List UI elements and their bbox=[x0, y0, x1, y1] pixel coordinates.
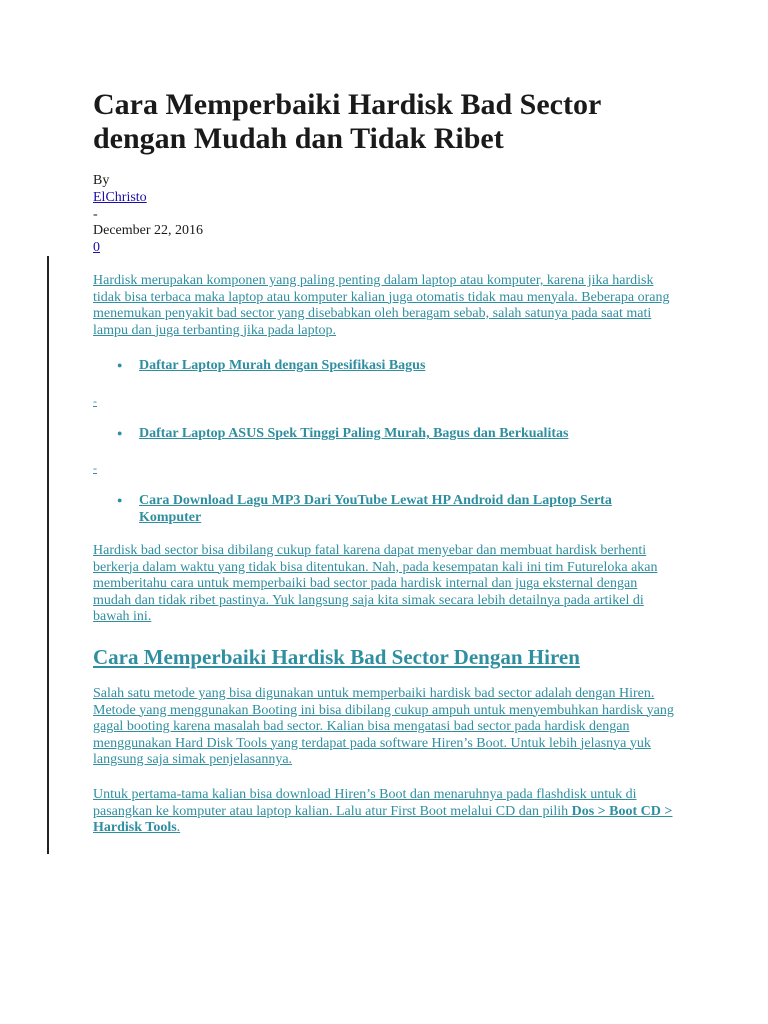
body-paragraph[interactable]: Hardisk bad sector bisa dibilang cukup fatal karena dapat menyebar dan membuat hardisk berhenti berkerja dalam waktu yang tidak bisa ditentukan. Nah, pada kesempatan kali ini tim Futureloka akan memberitahu cara untuk memperbaiki bad sector pada hardisk internal dan juga eksternal dengan mudah dan tidak ribet pastinya. Yuk langsung saja kita simak secara lebih detailnya pada artikel di bawah ini. bbox=[93, 543, 658, 624]
related-item[interactable] bbox=[117, 425, 677, 442]
bullet-icon: ● bbox=[117, 428, 123, 438]
related-item[interactable] bbox=[117, 357, 677, 374]
related-link[interactable]: Daftar Laptop ASUS Spek Tinggi Paling Murah, Bagus dan Berkualitas bbox=[139, 426, 569, 441]
intro-paragraph[interactable]: Hardisk merupakan komponen yang paling penting dalam laptop atau komputer, karena jika hardisk tidak bisa terbaca maka laptop atau komputer kalian juga otomatis tidak mau menyala. Beberapa orang menemukan penyakit bad sector yang disebabkan oleh beragam sebab, salah satunya pada saat mati lampu dan juga terbanting jika pada laptop. bbox=[93, 273, 670, 338]
related-link[interactable]: Daftar Laptop Murah dengan Spesifikasi Bagus bbox=[139, 358, 426, 373]
menu-path: Dos > Boot CD > Hardisk Tools bbox=[93, 803, 673, 835]
related-item[interactable] bbox=[117, 492, 677, 526]
body-paragraph[interactable] bbox=[93, 787, 678, 837]
article-title: Cara Memperbaiki Hardisk Bad Sector dengan Mudah dan Tidak Ribet bbox=[93, 88, 601, 155]
related-link[interactable]: Cara Download Lagu MP3 Dari YouTube Lewat HP Android dan Laptop Serta Komputer bbox=[139, 493, 612, 525]
comment-count-link[interactable]: 0 bbox=[93, 240, 100, 255]
section-heading[interactable]: Cara Memperbaiki Hardisk Bad Sector Dengan Hiren bbox=[93, 645, 580, 669]
left-margin-line bbox=[47, 256, 49, 854]
bullet-icon: ● bbox=[117, 495, 123, 505]
paragraph-text: Untuk pertama-tama kalian bisa download Hiren’s Boot dan menaruhnya pada flashdisk untuk di pasangkan ke komputer atau laptop kalian. Lalu atur First Boot melalui CD dan pilih bbox=[93, 787, 637, 819]
paragraph-end: . bbox=[176, 820, 181, 835]
byline-label: By bbox=[93, 173, 110, 188]
author-link[interactable]: ElChristo bbox=[93, 190, 147, 205]
publish-date: December 22, 2016 bbox=[93, 223, 204, 238]
byline-separator: - bbox=[93, 207, 98, 222]
body-paragraph[interactable]: Salah satu metode yang bisa digunakan untuk memperbaiki hardisk bad sector adalah dengan Hiren. Metode yang menggunakan Booting ini bisa dibilang cukup ampuh untuk menyembuhkan hardisk yang gagal booting karena masalah bad sector. Kalian bisa mengatasi bad sector pada hardisk dengan menggunakan Hard Disk Tools yang terdapat pada software Hiren’s Boot. Untuk lebih jelasnya yuk langsung saja simak penjelasannya. bbox=[93, 686, 674, 767]
spacer-link[interactable]: - bbox=[93, 461, 97, 475]
bullet-icon: ● bbox=[117, 360, 123, 370]
spacer-link[interactable]: - bbox=[93, 394, 97, 408]
